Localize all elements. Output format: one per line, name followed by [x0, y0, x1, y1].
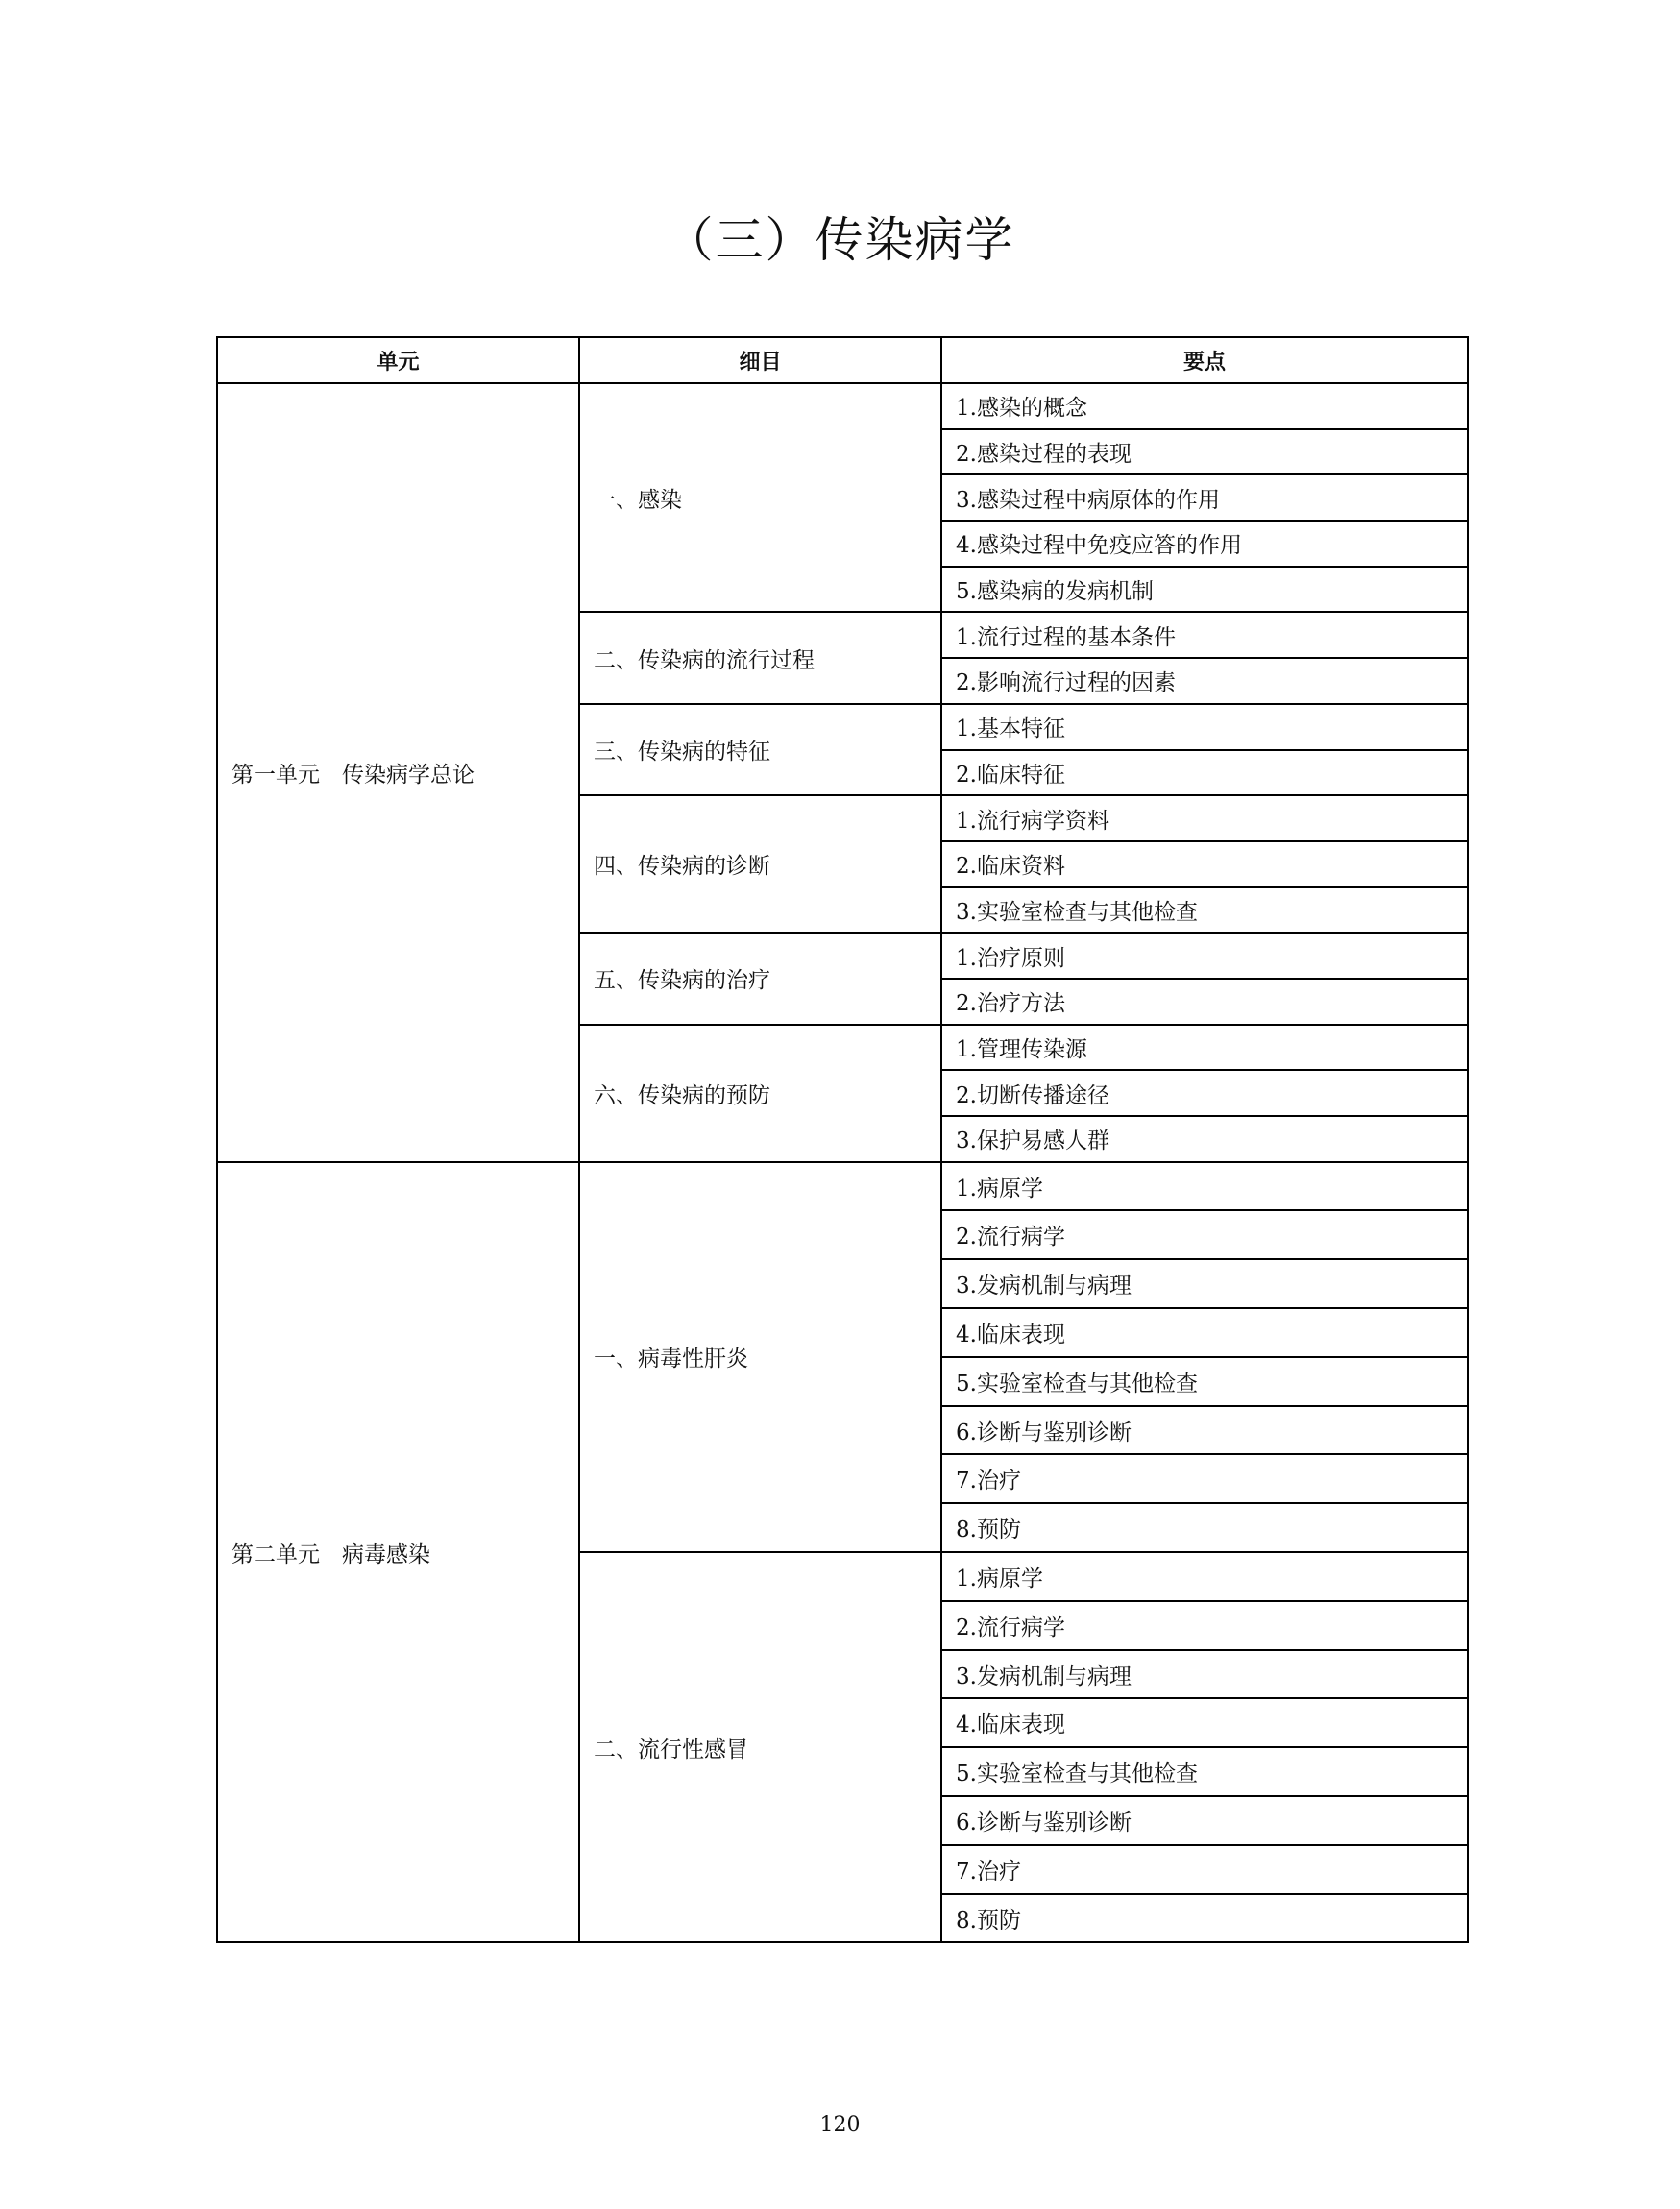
point-cell: 7.治疗	[941, 1845, 1468, 1894]
point-cell: 1.管理传染源	[941, 1025, 1468, 1071]
table-row	[217, 1162, 1468, 1211]
point-cell: 2.切断传播途径	[941, 1070, 1468, 1116]
item-cell: 六、传染病的预防	[579, 1025, 941, 1162]
item-cell: 四、传染病的诊断	[579, 795, 941, 933]
point-cell: 5.实验室检查与其他检查	[941, 1357, 1468, 1406]
point-cell: 1.感染的概念	[941, 383, 1468, 429]
point-cell: 8.预防	[941, 1894, 1468, 1943]
point-cell: 1.病原学	[941, 1162, 1468, 1211]
point-cell: 5.实验室检查与其他检查	[941, 1747, 1468, 1796]
table-header-row	[217, 337, 1468, 383]
point-cell: 3.感染过程中病原体的作用	[941, 474, 1468, 521]
point-cell: 7.治疗	[941, 1454, 1468, 1503]
header-point: 要点	[941, 337, 1468, 383]
point-cell: 2.流行病学	[941, 1210, 1468, 1259]
point-cell: 2.治疗方法	[941, 979, 1468, 1025]
point-cell: 1.流行过程的基本条件	[941, 612, 1468, 658]
point-cell: 2.流行病学	[941, 1601, 1468, 1650]
point-cell: 2.感染过程的表现	[941, 429, 1468, 475]
point-cell: 1.流行病学资料	[941, 795, 1468, 841]
header-unit: 单元	[217, 337, 579, 383]
item-cell: 二、流行性感冒	[579, 1552, 941, 1942]
point-cell: 2.临床资料	[941, 841, 1468, 887]
point-cell: 4.临床表现	[941, 1308, 1468, 1357]
table-row	[217, 383, 1468, 429]
syllabus-table	[216, 336, 1469, 1943]
item-cell: 一、病毒性肝炎	[579, 1162, 941, 1552]
table-body	[217, 383, 1468, 1942]
point-cell: 6.诊断与鉴别诊断	[941, 1796, 1468, 1845]
point-cell: 1.病原学	[941, 1552, 1468, 1601]
page-number: 120	[819, 2113, 861, 2137]
point-cell: 2.临床特征	[941, 750, 1468, 796]
point-cell: 8.预防	[941, 1503, 1468, 1552]
item-cell: 三、传染病的特征	[579, 704, 941, 795]
point-cell: 6.诊断与鉴别诊断	[941, 1406, 1468, 1455]
point-cell: 1.基本特征	[941, 704, 1468, 750]
point-cell: 4.临床表现	[941, 1698, 1468, 1747]
header-item: 细目	[579, 337, 941, 383]
item-cell: 二、传染病的流行过程	[579, 612, 941, 703]
item-cell: 五、传染病的治疗	[579, 933, 941, 1024]
point-cell: 3.实验室检查与其他检查	[941, 887, 1468, 934]
point-cell: 2.影响流行过程的因素	[941, 658, 1468, 704]
point-cell: 4.感染过程中免疫应答的作用	[941, 521, 1468, 567]
point-cell: 1.治疗原则	[941, 933, 1468, 979]
point-cell: 5.感染病的发病机制	[941, 567, 1468, 613]
point-cell: 3.发病机制与病理	[941, 1650, 1468, 1699]
item-cell: 一、感染	[579, 383, 941, 612]
point-cell: 3.发病机制与病理	[941, 1259, 1468, 1308]
unit-cell: 第一单元 传染病学总论	[217, 383, 579, 1162]
unit-cell: 第二单元 病毒感染	[217, 1162, 579, 1943]
point-cell: 3.保护易感人群	[941, 1116, 1468, 1162]
page-title: （三）传染病学	[665, 212, 1015, 268]
